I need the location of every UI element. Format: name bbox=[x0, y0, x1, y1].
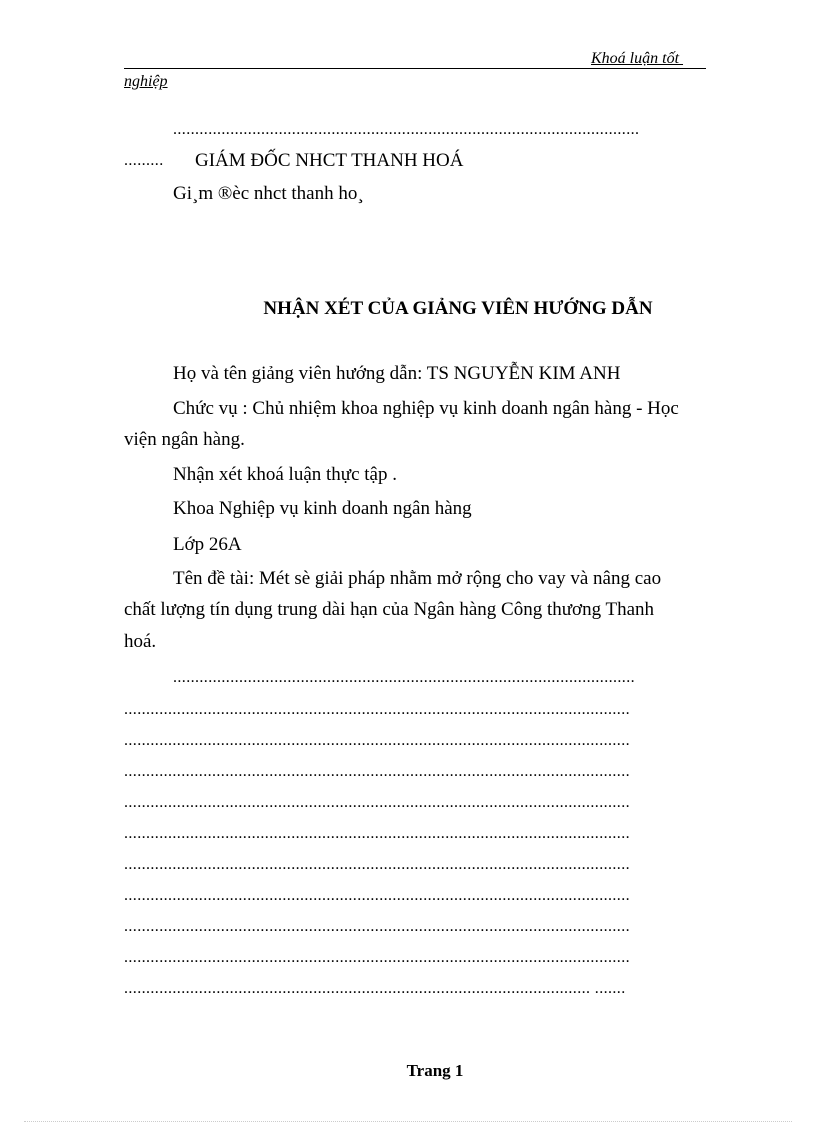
page-number: Trang 1 bbox=[406, 1061, 464, 1080]
class-name: Lớp 26A bbox=[173, 534, 242, 555]
comment-line: ................................................................................................................... bbox=[124, 888, 630, 904]
advisor-position: Chức vụ : Chủ nhiệm khoa nghiệp vụ kinh doanh ngân hàng - Học bbox=[173, 398, 679, 419]
comment-line: ................................................................................................................... bbox=[124, 702, 630, 718]
dotted-prefix: ......... bbox=[124, 153, 164, 169]
comment-line: ................................................................................................................... bbox=[124, 950, 630, 966]
thesis-topic-end: hoá. bbox=[124, 631, 157, 652]
director-signature-text: Gi¸m ®èc nhct thanh ho¸ bbox=[173, 183, 364, 204]
advisor-name: Họ và tên giảng viên hướng dẫn: TS NGUYỄN KIM ANH bbox=[173, 363, 621, 384]
page-title: NHẬN XÉT CỦA GIẢNG VIÊN HƯỚNG DẪN bbox=[263, 298, 653, 319]
comment-line-last: .......................................................................................................... ....... bbox=[124, 981, 626, 997]
comment-line: ......................................................................................................... bbox=[173, 670, 635, 686]
advisor-position-continued: viện ngân hàng. bbox=[124, 429, 245, 450]
thesis-topic-continued: chất lượng tín dụng trung dài hạn của Ngân hàng Công thương Thanh bbox=[124, 599, 655, 620]
header-title-continued: nghiệp bbox=[124, 73, 168, 90]
director-title: GIÁM ĐỐC NHCT THANH HOÁ bbox=[195, 150, 464, 171]
header-rule bbox=[124, 68, 706, 69]
comment-line: ................................................................................................................... bbox=[124, 795, 630, 811]
page-bottom-border bbox=[24, 1121, 792, 1122]
comment-line: ................................................................................................................... bbox=[124, 764, 630, 780]
dotted-line: .......................................................................................................... bbox=[173, 122, 640, 138]
faculty: Khoa Nghiệp vụ kinh doanh ngân hàng bbox=[173, 498, 472, 519]
comment-line: ................................................................................................................... bbox=[124, 733, 630, 749]
comment-line: ................................................................................................................... bbox=[124, 857, 630, 873]
review-heading: Nhận xét khoá luận thực tập . bbox=[173, 464, 397, 485]
comment-line: ................................................................................................................... bbox=[124, 826, 630, 842]
header-title: Khoá luận tốt bbox=[591, 50, 684, 67]
thesis-topic: Tên đề tài: Mét sè giải pháp nhằm mở rộng cho vay và nâng cao bbox=[173, 568, 662, 589]
comment-line: ................................................................................................................... bbox=[124, 919, 630, 935]
